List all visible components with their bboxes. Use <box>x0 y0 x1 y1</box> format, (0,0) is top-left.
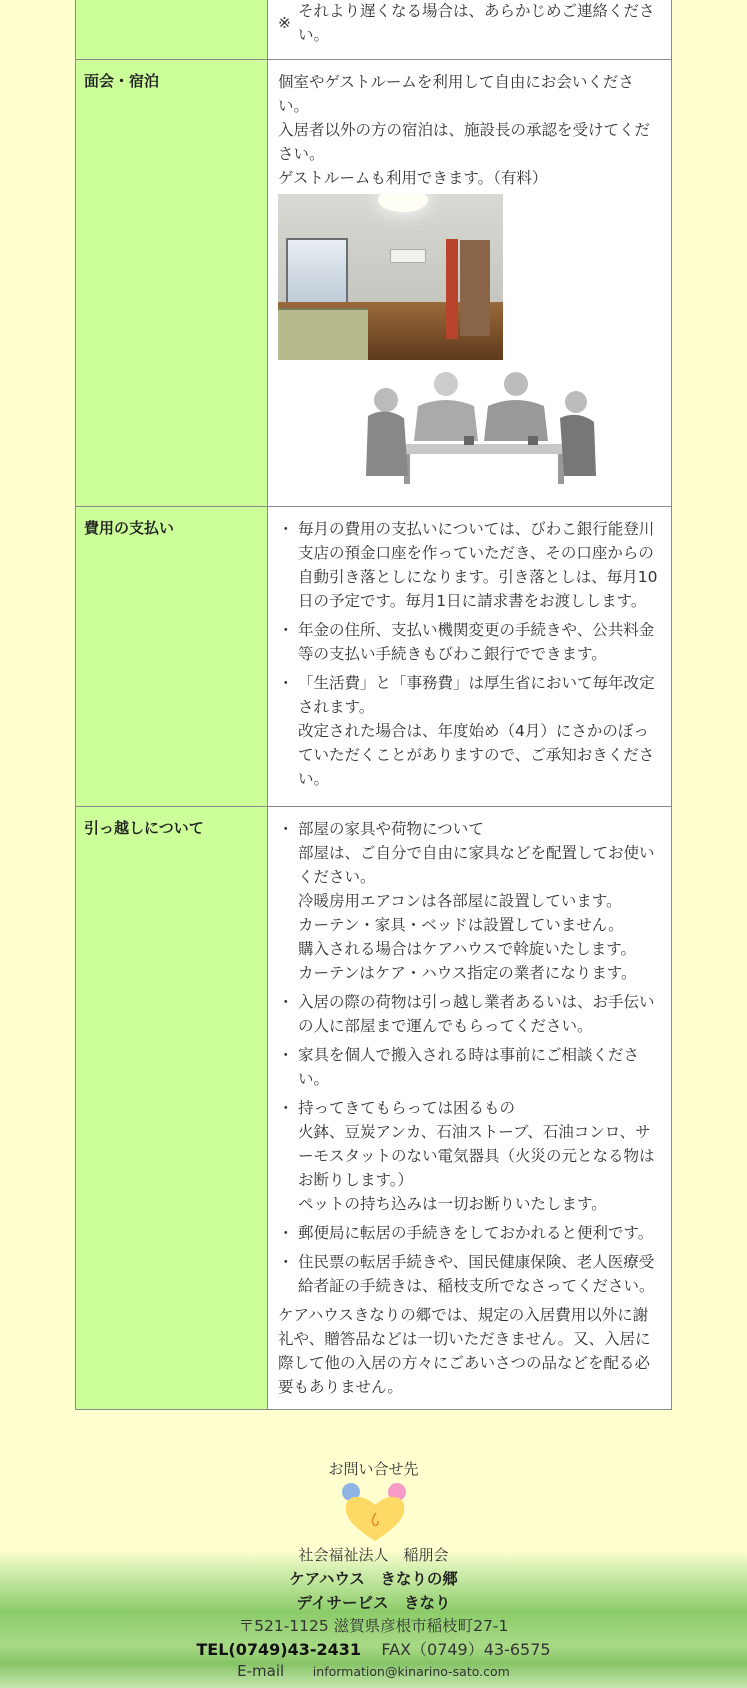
row-head: 引っ越しについて <box>76 807 268 1410</box>
phone-fax <box>0 1637 747 1660</box>
note-mark: ※ <box>278 14 291 32</box>
list-text: 部屋は、ご自分で自由に家具などを配置してお使いください。 <box>298 844 655 886</box>
email-link[interactable]: information@kinarino-sato.com <box>312 1664 510 1679</box>
list-text: カーテンはケア・ハウス指定の業者になります。 <box>298 964 637 982</box>
info-table <box>75 0 672 1410</box>
bullet: ・ <box>278 621 294 639</box>
note <box>278 0 661 47</box>
list-text: 住民票の転居手続きや、国民健康保険、老人医療受給者証の手続きは、稲枝支所でなさってください。 <box>298 1253 655 1295</box>
text-line: ゲストルームも利用できます。（有料） <box>278 169 548 187</box>
table-row <box>76 807 672 1410</box>
list-text: 部屋の家具や荷物について <box>298 820 484 838</box>
table-row <box>76 507 672 807</box>
heart-logo-icon <box>340 1483 410 1543</box>
list-item <box>278 1221 661 1245</box>
list-text: 郵便局に転居の手続きをしておかれると便利です。 <box>298 1224 654 1242</box>
list-item <box>278 1250 661 1298</box>
facility-name-1: ケアハウス きなりの郷 <box>289 1570 458 1588</box>
list-text: 改定された場合は、年度始め（4月）にさかのぼっていただくことがありますので、ご承知おきください。 <box>298 722 655 788</box>
list-text: カーテン・家具・ベッドは設置していません。 <box>298 916 624 934</box>
list-item <box>278 817 661 985</box>
list-text: 年金の住所、支払い機関変更の手続きや、公共料金等の支払い手続きもびわこ銀行でできます。 <box>298 621 655 663</box>
footer <box>0 1440 747 1688</box>
row-body <box>268 807 672 1410</box>
bullet: ・ <box>278 520 294 538</box>
list-item <box>278 1096 661 1216</box>
people-at-table-illustration <box>338 366 618 496</box>
corp-name: 社会福祉法人 稲朋会 <box>298 1546 449 1564</box>
text-line: 個室やゲストルームを利用して自由にお会いください。 <box>278 73 634 115</box>
list-text: 購入される場合はケアハウスで斡旋いたします。 <box>298 940 637 958</box>
bullet: ・ <box>278 820 294 838</box>
bullet: ・ <box>278 1253 294 1271</box>
list-text: 入居の際の荷物は引っ越し業者あるいは、お手伝いの人に部屋まで運んでもらってください。 <box>298 993 655 1035</box>
list-text: 冷暖房用エアコンは各部屋に設置しています。 <box>298 892 622 910</box>
guest-room-photo <box>278 194 503 360</box>
list-item <box>278 671 661 791</box>
list-text: 火鉢、豆炭アンカ、石油ストーブ、石油コンロ、サーモスタットのない電気器具（火災の元となる物はお断りします。） <box>298 1123 655 1189</box>
bullet: ・ <box>278 674 294 692</box>
fax: FAX（0749）43-6575 <box>381 1640 551 1659</box>
table-row <box>76 0 672 60</box>
bullet: ・ <box>278 1224 294 1242</box>
bullet: ・ <box>278 993 294 1011</box>
list-item <box>278 618 661 666</box>
row-body <box>268 60 672 507</box>
list-item <box>278 517 661 613</box>
row-head: 費用の支払い <box>76 507 268 807</box>
text-line: 入居者以外の方の宿泊は、施設長の承認を受けてください。 <box>278 121 651 163</box>
email-label: E-mail <box>237 1662 285 1680</box>
list-text: 毎月の費用の支払いについては、びわこ銀行能登川支店の預金口座を作っていただき、その口座からの自動引き落としになります。引き落としは、毎月10日の予定です。毎月1日に請求書をお渡しします。 <box>298 520 658 610</box>
table-row <box>76 60 672 507</box>
contact-label: お問い合せ先 <box>328 1460 419 1478</box>
list-item <box>278 990 661 1038</box>
row-head <box>76 0 268 60</box>
tel: TEL(0749)43-2431 <box>196 1640 362 1659</box>
note-text: それより遅くなる場合は、あらかじめご連絡ください。 <box>298 2 655 44</box>
row-body <box>268 507 672 807</box>
row-body <box>268 0 672 60</box>
bullet: ・ <box>278 1046 294 1064</box>
email-line <box>0 1662 747 1680</box>
list-text: 持ってきてもらっては困るもの <box>298 1099 516 1117</box>
closing-text: ケアハウスきなりの郷では、規定の入居費用以外に謝礼や、贈答品などは一切いただきません。又、入居に際して他の入居の方々にごあいさつの品などを配る必要もありません。 <box>278 1306 651 1396</box>
list-text: ペットの持ち込みは一切お断りいたします。 <box>298 1195 607 1213</box>
bullet: ・ <box>278 1099 294 1117</box>
row-head: 面会・宿泊 <box>76 60 268 507</box>
facility-name-2: デイサービス きなり <box>296 1594 451 1612</box>
list-text: 家具を個人で搬入される時は事前にご相談ください。 <box>298 1046 640 1088</box>
address: 〒521-1125 滋賀県彦根市稲枝町27-1 <box>238 1617 509 1635</box>
list-item <box>278 1043 661 1091</box>
list-text: 「生活費」と「事務費」は厚生省において毎年改定されます。 <box>298 674 655 716</box>
